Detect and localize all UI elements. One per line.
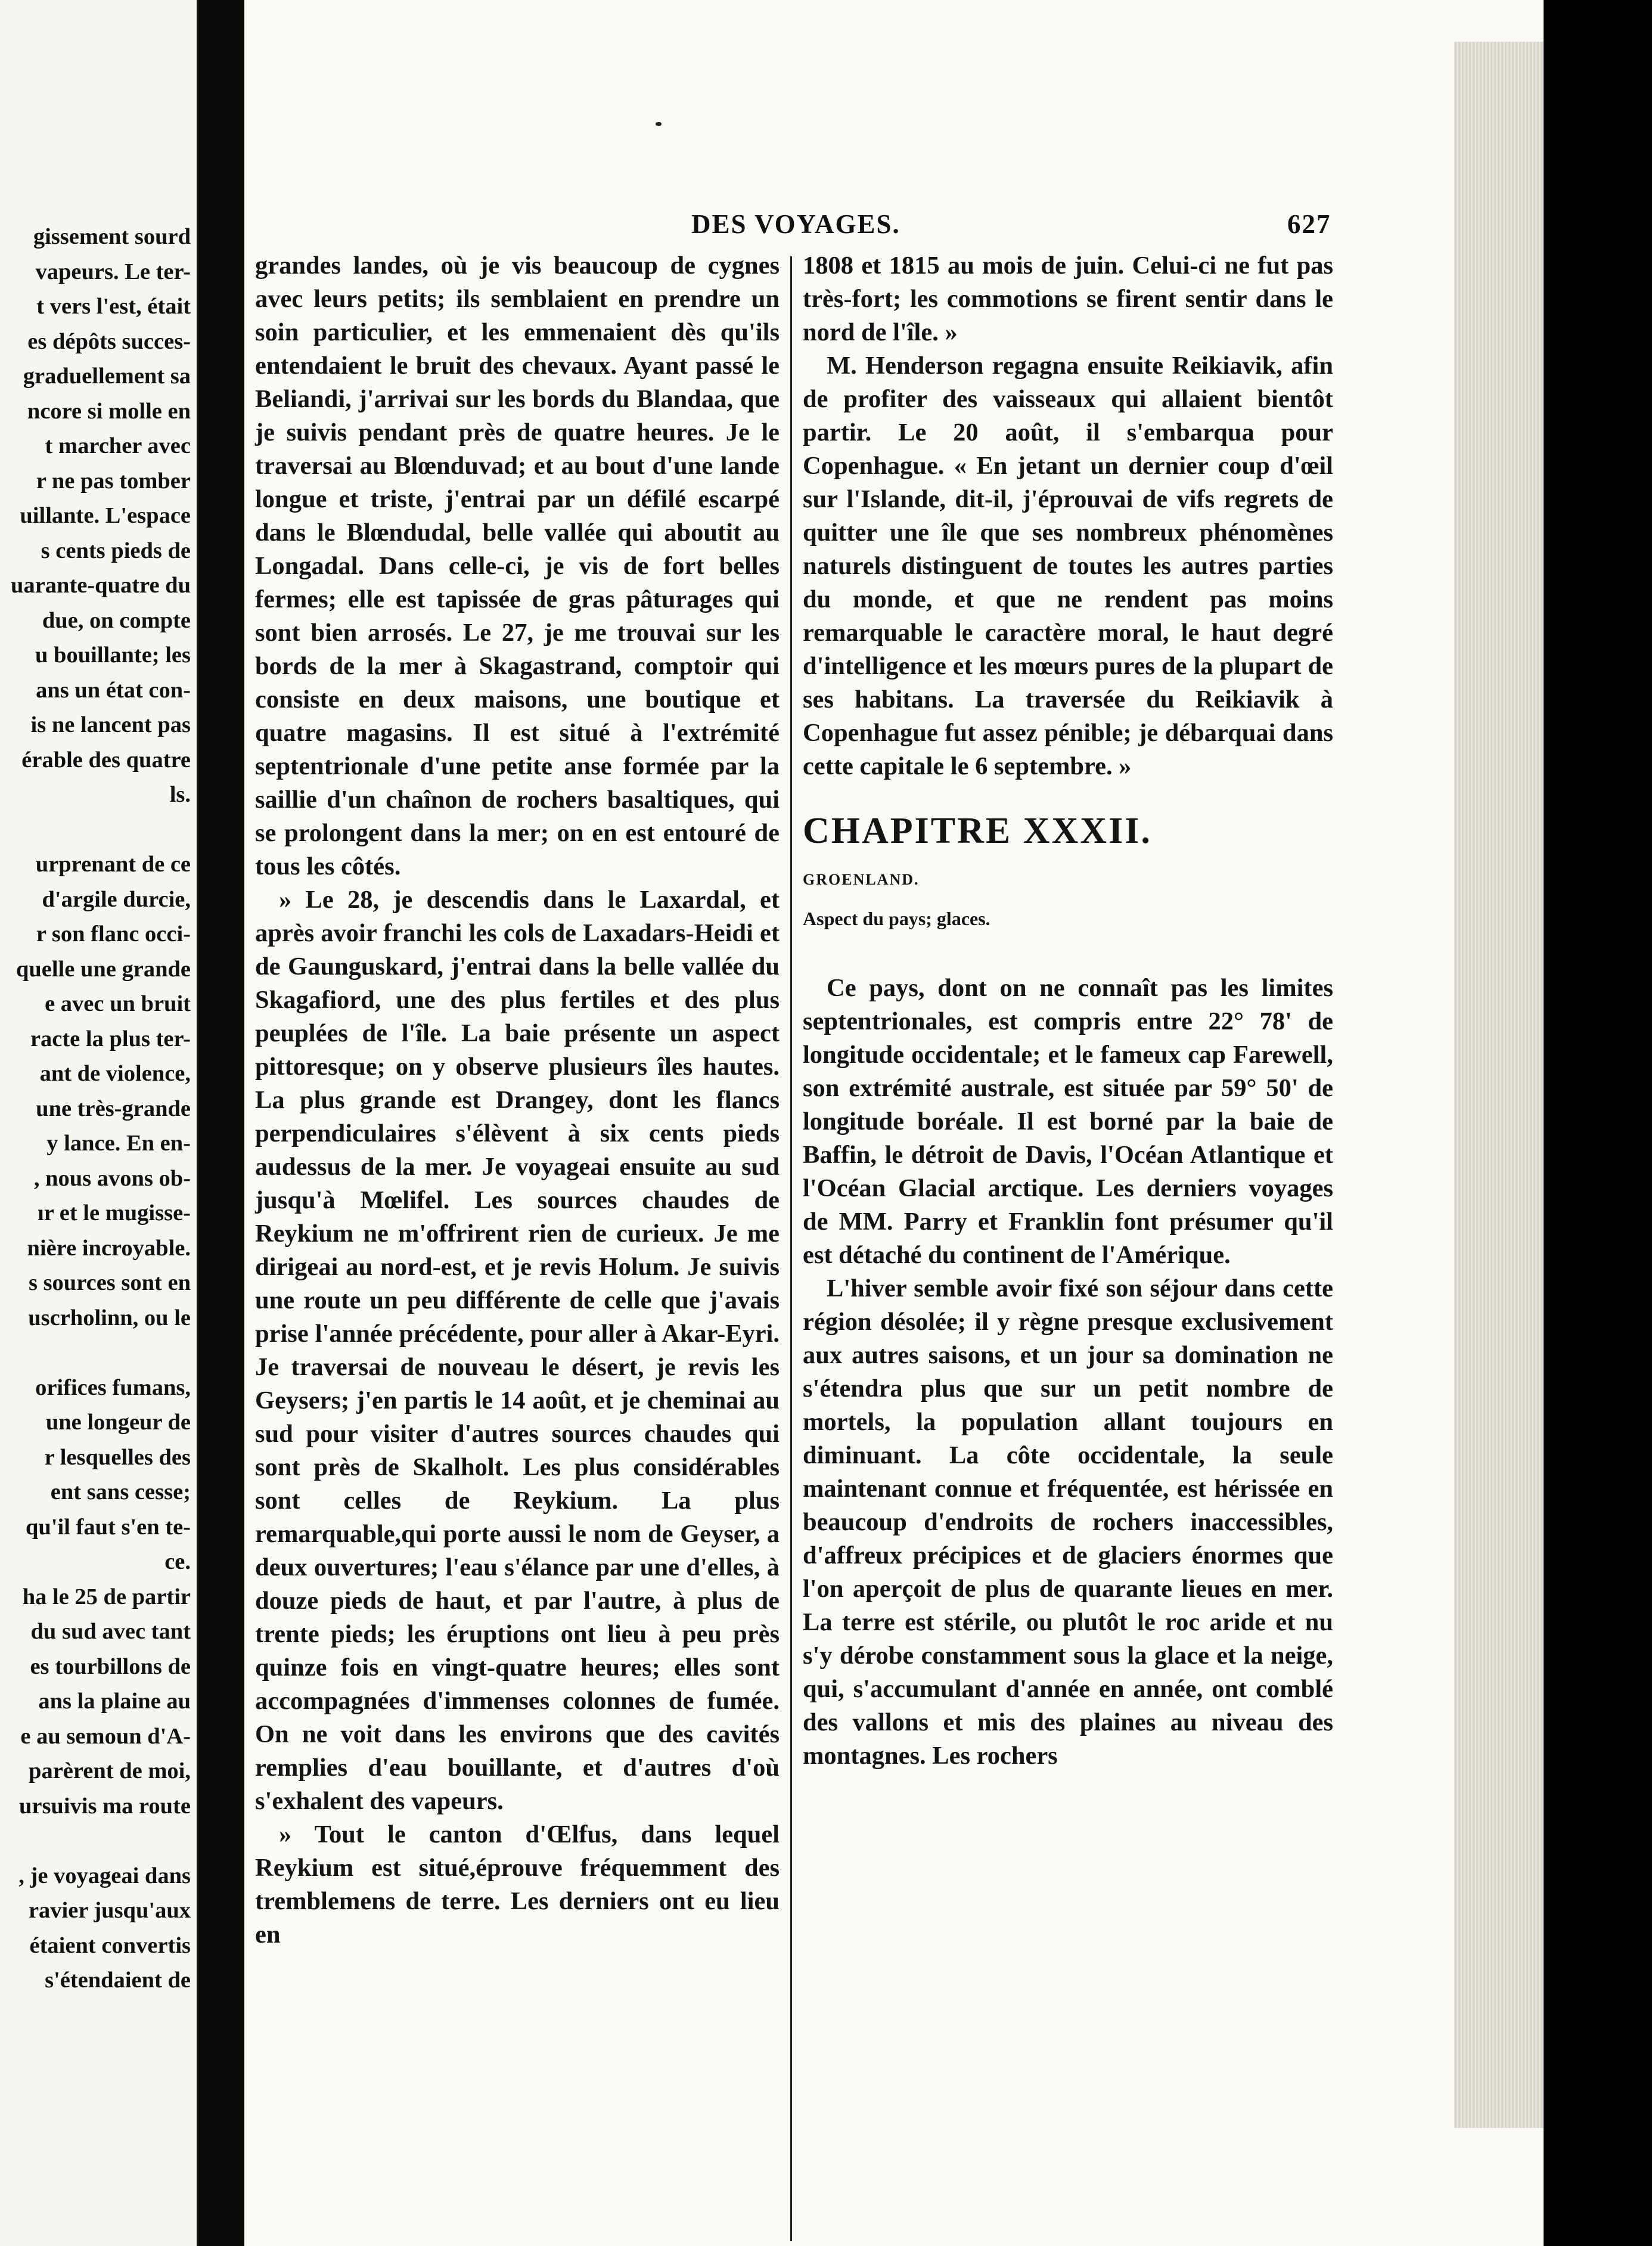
left-line: ant de violence,	[39, 1061, 191, 1086]
left-line	[0, 812, 191, 848]
left-line: ls.	[169, 782, 191, 807]
left-line: gissement sourd	[33, 224, 191, 249]
left-line: d'argile durcie,	[42, 886, 191, 912]
left-line: graduellement sa	[23, 364, 191, 389]
left-line: du sud avec tant	[30, 1619, 191, 1644]
left-line: t vers l'est, était	[36, 294, 191, 319]
left-line: is ne lancent pas	[30, 712, 191, 737]
paragraph: grandes landes, où je vis beaucoup de cygnes avec leurs petits; ils semblaient en prendre un soin particulier, et les emmenaient dès qu'ils entendaient le bruit des chevaux. Ayant passé le Beliandi, j'arrivai sur les bords du Blandaa, que je suivis pendant près de quatre heures. Je le traversai au Blœnduvad; et au bout d'une lande longue et triste, j'entrai par un défilé escarpé dans le Blœndudal, belle vallée qui aboutit au Longadal. Dans celle-ci, je vis de fort belles fermes; elle est tapissée de gras pâturages qui sont bien arrosés. Le 27, je me trouvai sur les bords de la mer à Skagastrand, comptoir qui consiste en deux maisons, une boutique et quatre magasins. Il est situé à l'extrémité septentrionale d'une petite anse formée par la saillie d'un chaînon de rochers basaltiques, qui se prolongent dans la mer; on en est entouré de tous les côtés.	[255, 252, 780, 880]
chapter-subject: GROENLAND.	[803, 871, 920, 888]
left-line: r son flanc occi-	[36, 922, 191, 947]
left-line: es tourbillons de	[30, 1654, 191, 1679]
page-edges	[1454, 42, 1544, 2128]
ink-mark	[656, 122, 662, 126]
left-line: ncore si molle en	[27, 398, 191, 424]
left-line: ans la plaine au	[38, 1689, 191, 1714]
page-number: 627	[1287, 209, 1331, 239]
left-line: étaient convertis	[29, 1932, 191, 1958]
left-line: t marcher avec	[45, 433, 191, 458]
left-line: s sources sont en	[28, 1270, 191, 1295]
left-line: due, on compte	[42, 607, 191, 633]
left-line	[0, 1335, 191, 1370]
paragraph: » Tout le canton d'Œlfus, dans lequel Reykium est situé,éprouve fréquemment des tremblemens de terre. Les derniers ont eu lieu en	[255, 1820, 780, 1949]
left-line: ır et le mugisse-	[38, 1200, 191, 1226]
left-line: u bouillante; les	[35, 643, 191, 668]
scan-background	[1544, 0, 1652, 2246]
left-line: une très-grande	[36, 1096, 191, 1121]
left-line: y lance. En en-	[46, 1131, 191, 1156]
left-line: uarante-quatre du	[11, 573, 191, 598]
left-line: urprenant de ce	[35, 852, 191, 877]
left-line: qu'il faut s'en te-	[25, 1514, 191, 1540]
left-line: nière incroyable.	[27, 1235, 191, 1261]
left-line: une longeur de	[45, 1410, 191, 1435]
column-rule	[790, 256, 792, 2241]
left-line: uscrholinn, ou le	[28, 1305, 191, 1330]
left-line: s cents pieds de	[41, 538, 191, 563]
left-line: e avec un bruit	[45, 991, 191, 1016]
paragraph: Ce pays, dont on ne connaît pas les limites septentrionales, est compris entre 22° 78' de longitude occidentale; et le fameux cap Farewell, son extrémité australe, est située par 59° 50' de longitude boréale. Il est borné par la baie de Baffin, le détroit de Davis, l'Océan Atlantique et l'Océan Glacial arctique. Les derniers voyages de MM. Parry et Franklin font présumer qu'il est détaché du continent de l'Amérique.	[803, 974, 1333, 1269]
left-line	[0, 1823, 191, 1859]
left-line: ha le 25 de partir	[22, 1584, 191, 1609]
left-page-text	[0, 219, 191, 1998]
left-line: es dépôts succes-	[27, 328, 191, 354]
chapter-title: CHAPITRE XXXII.	[803, 811, 1152, 851]
left-line: ravier jusqu'aux	[28, 1898, 191, 1923]
left-line: s'étendaient de	[45, 1968, 191, 1993]
left-line: racte la plus ter-	[30, 1026, 191, 1051]
left-line: parèrent de moi,	[29, 1758, 191, 1783]
left-line: , je voyageai dans	[18, 1863, 191, 1888]
paragraph: L'hiver semble avoir fixé son séjour dans cette région désolée; il y règne presque exclusivement aux autres saisons, et un jour sa domination ne s'étendra plus que sur un petit nombre de mortels, la population allant toujours en diminuant. La côte occidentale, la seule maintenant connue et fréquentée, est hérissée en beaucoup d'endroits de rochers inaccessibles, d'affreux précipices et de glaciers énormes que l'on aperçoit de plus de quarante lieues en mer. La terre est stérile, ou plutôt le roc aride et nu s'y dérobe constamment sous la glace et la neige, qui, s'accumulant d'année en année, ont comblé des vallons et mis des plaines au niveau des montagnes. Les rochers	[803, 1274, 1333, 1770]
paragraph: » Le 28, je descendis dans le Laxardal, et après avoir franchi les cols de Laxadars-Heidi et de Gaunguskard, j'entrai dans la belle vallée du Skagafiord, une des plus fertiles et des plus peuplées de l'île. La baie présente un aspect pittoresque; on y observe plusieurs îles hautes. La plus grande est Drangey, dont les flancs perpendiculaires s'élèvent à six cents pieds audessus de la mer. Je voyageai ensuite au sud jusqu'à Mœlifel. Les sources chaudes de Reykium ne m'offrirent rien de curieux. Je me dirigeai au nord-est, et je revis Holum. Je suivis une route un peu différente de celle que j'avais prise l'année précédente, pour aller à Akar-Eyri. Je traversai de nouveau le désert, je revis les Geysers; j'en partis le 14 août, et je cheminai au sud pour visiter d'autres sources chaudes qui sont près de Skalholt. Les plus considérables sont celles de Reykium. La plus remarquable,qui porte aussi le nom de Geyser, a deux ouvertures; l'eau s'élance par une d'elles, à douze pieds de haut, et par l'autre, à plus de trente pieds; les éruptions ont lieu à peu près quinze fois en vingt-quatre heures; elles sont accompagnées d'immenses colonnes de fumée. On ne voit dans les environs que des cavités remplies d'eau bouillante, et d'autres d'où s'exhalent des vapeurs.	[255, 886, 780, 1815]
running-title: DES VOYAGES.	[691, 209, 900, 239]
left-line: quelle une grande	[15, 956, 191, 982]
left-line: ans un état con-	[36, 677, 191, 703]
left-line: ent sans cesse;	[50, 1479, 191, 1504]
left-line: orifices fumans,	[35, 1375, 191, 1400]
left-line: , nous avons ob-	[33, 1165, 191, 1191]
left-line: e au semoun d'A-	[20, 1723, 191, 1749]
left-line: ce.	[164, 1549, 191, 1574]
paragraph: M. Henderson regagna ensuite Reikiavik, afin de profiter des vaisseaux qui allaient bientôt partir. Le 20 août, il s'embarqua pour Copenhague. « En jetant un dernier coup d'œil sur l'Islande, dit-il, j'éprouvai de vifs regrets de quitter une île que ses nombreux phénomènes naturels distinguent de toutes les autres parties du monde, et que ne rendent pas moins remarquable le caractère moral, le haut degré d'intelligence et les mœurs pures de la plupart de ses habitans. La traversée du Reikiavik à Copenhague fut assez pénible; je débarquai dans cette capitale le 6 septembre. »	[803, 352, 1333, 780]
left-line: r lesquelles des	[44, 1444, 191, 1470]
book-gutter	[197, 0, 244, 2246]
left-line: érable des quatre	[21, 747, 191, 773]
left-line: uillante. L'espace	[20, 503, 191, 528]
text-column-right	[803, 249, 1333, 1773]
left-page-fragment	[0, 0, 197, 2246]
text-column-left	[255, 249, 780, 1952]
left-line: vapeurs. Le ter-	[35, 259, 191, 284]
paragraph: 1808 et 1815 au mois de juin. Celui-ci ne fut pas très-fort; les commotions se firent sentir dans le nord de l'île. »	[803, 252, 1333, 346]
chapter-summary: Aspect du pays; glaces.	[803, 908, 990, 929]
left-line: ursuivis ma route	[18, 1793, 191, 1819]
left-line: r ne pas tomber	[36, 468, 191, 494]
